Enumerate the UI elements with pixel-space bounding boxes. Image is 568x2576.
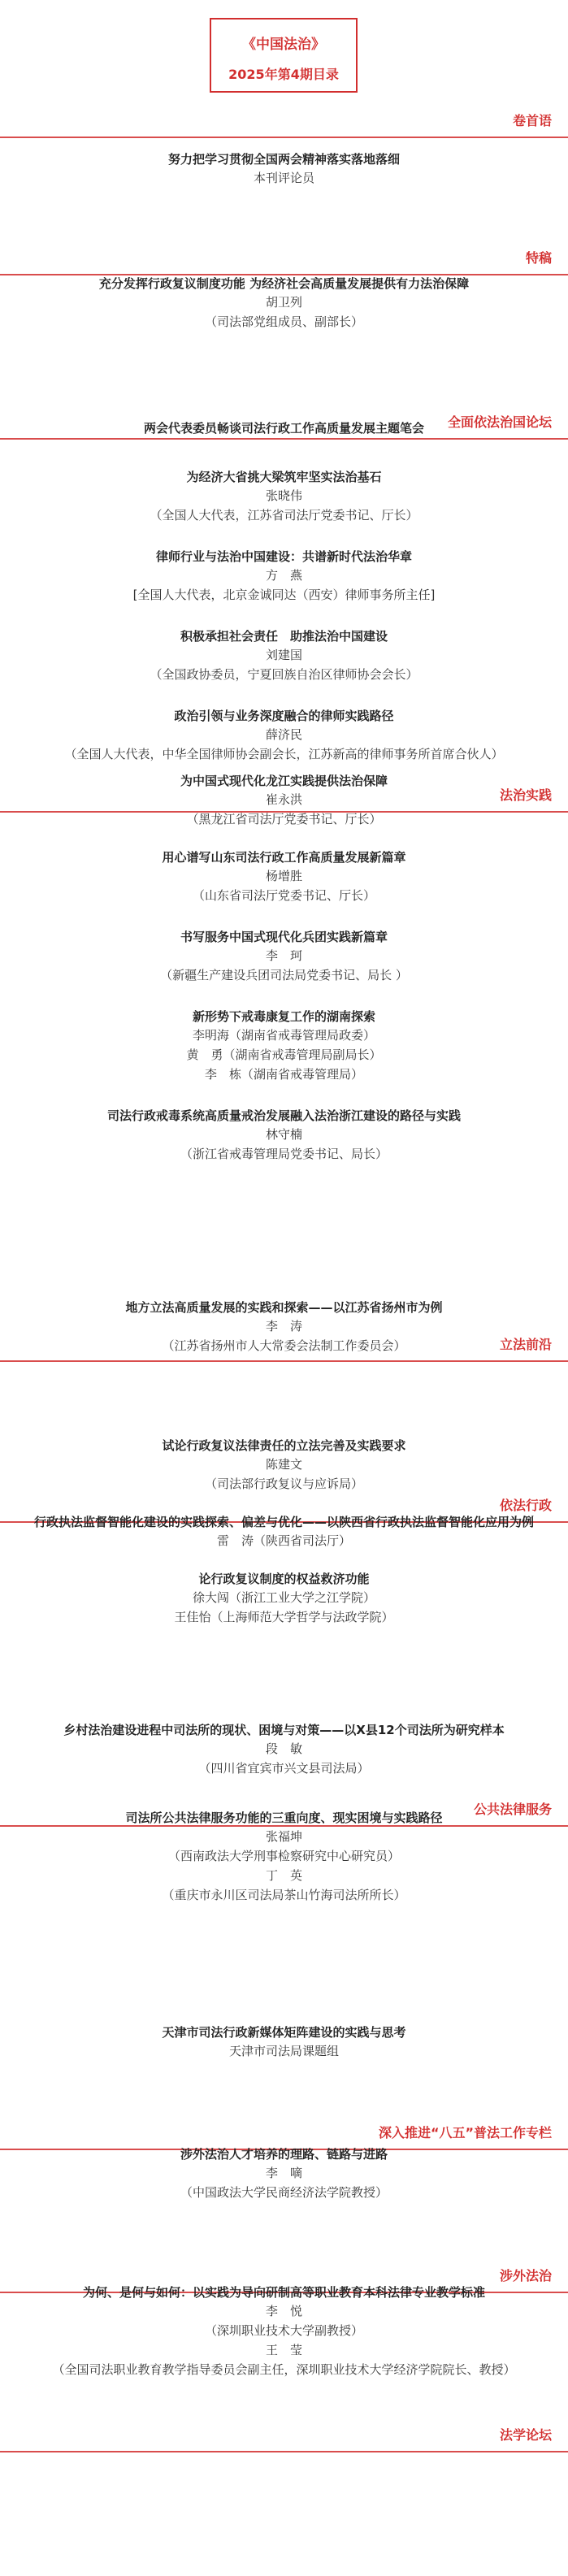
section-header: [0, 111, 568, 132]
toc-entry[interactable]: [0, 928, 568, 985]
issue-title: 2025年第4期目录: [228, 67, 339, 82]
section-title: 涉外法治: [499, 2268, 552, 2283]
section-title: 全面依法治国论坛: [447, 414, 552, 430]
section-divider: [0, 137, 568, 138]
article-byline: 李 嘀: [265, 2166, 302, 2180]
article-title[interactable]: 司法行政戒毒系统高质量戒治发展融入法治浙江建设的路径与实践: [106, 1108, 461, 1123]
article-byline: 张福坤: [265, 1829, 302, 1844]
article-byline: 李 珂: [265, 948, 302, 963]
article-byline: （黑龙江省司法厅党委书记、厅长）: [186, 812, 382, 826]
article-byline: （全国司法职业教育教学指导委员会副主任，深圳职业技术大学经济学院院长、教授）: [52, 2362, 516, 2377]
article-title[interactable]: 书写服务中国式现代化兵团实践新篇章: [180, 930, 388, 944]
article-title[interactable]: 努力把学习贯彻全国两会精神落实落地落细: [167, 152, 400, 167]
toc-entry[interactable]: [0, 150, 568, 188]
article-byline: （西南政法大学刑事检察研究中心研究员）: [167, 1849, 400, 1863]
toc-entry[interactable]: [0, 627, 568, 684]
toc-entry[interactable]: [0, 707, 568, 764]
article-byline: 李 悦: [265, 2304, 302, 2318]
article-title[interactable]: 论行政复议制度的权益救济功能: [198, 1572, 370, 1586]
journal-title: 《中国法治》: [242, 37, 325, 53]
article-byline: （中国政法大学民商经济法学院教授）: [180, 2185, 388, 2200]
toc-entry[interactable]: [0, 1437, 568, 1494]
article-title[interactable]: 试论行政复议法律责任的立法完善及实践要求: [162, 1438, 406, 1453]
article-byline: （司法部党组成员、副部长）: [204, 314, 363, 329]
section-divider: [0, 1360, 568, 1362]
article-byline: 刘建国: [265, 648, 302, 662]
section-header: [0, 2425, 568, 2446]
toc-entry[interactable]: [0, 1008, 568, 1084]
article-title[interactable]: 天津市司法行政新媒体矩阵建设的实践与思考: [162, 2025, 406, 2040]
article-byline: 黄 勇（湖南省戒毒管理局副局长）: [186, 1047, 382, 1062]
section-title: 法治实践: [499, 787, 552, 803]
article-title[interactable]: 涉外法治人才培养的理路、链路与进路: [180, 2147, 388, 2162]
article-byline: 薛济民: [265, 727, 302, 742]
article-title[interactable]: 司法所公共法律服务功能的三重向度、现实困境与实践路径: [125, 1811, 443, 1825]
article-byline: 李 涛: [265, 1319, 302, 1334]
article-byline: 杨增胜: [265, 869, 302, 883]
article-title[interactable]: 积极承担社会责任 助推法治中国建设: [180, 629, 388, 644]
toc-entry[interactable]: [0, 772, 568, 829]
article-byline: 方 燕: [265, 568, 302, 583]
article-byline: （全国人大代表，江苏省司法厅党委书记、厅长）: [150, 508, 418, 523]
article-byline: 徐大闯（浙江工业大学之江学院）: [192, 1590, 375, 1605]
article-byline: （四川省宜宾市兴文县司法局）: [198, 1761, 370, 1776]
section-title: 特稿: [525, 250, 552, 266]
toc-entry[interactable]: [0, 848, 568, 905]
toc-entry[interactable]: [0, 2023, 568, 2061]
article-title[interactable]: 地方立法高质量发展的实践和探索——以江苏省扬州市为例: [125, 1300, 443, 1315]
article-byline: 丁 英: [265, 1868, 302, 1883]
toc-entry[interactable]: [0, 1721, 568, 1778]
article-title[interactable]: 乡村法治建设进程中司法所的现状、困境与对策——以X县12个司法所为研究样本: [63, 1723, 505, 1737]
section-title: 依法行政: [499, 1498, 552, 1513]
article-title[interactable]: 政治引领与业务深度融合的律师实践路径: [174, 709, 394, 723]
toc-entry[interactable]: [0, 275, 568, 332]
toc-entry[interactable]: [0, 1809, 568, 1905]
article-byline: 王 莹: [265, 2343, 302, 2357]
toc-entry[interactable]: [0, 1513, 568, 1550]
section-header: [0, 2123, 568, 2144]
article-title[interactable]: 律师行业与法治中国建设：共谱新时代法治华章: [155, 549, 412, 564]
section-title: 深入推进“八五”普法工作专栏: [378, 2125, 552, 2140]
article-byline: 天津市司法局课题组: [228, 2044, 339, 2058]
article-byline: 王佳怡（上海师范大学哲学与法政学院）: [174, 1610, 394, 1624]
section-title: 法学论坛: [499, 2427, 552, 2443]
toc-entry[interactable]: [0, 2283, 568, 2379]
section-title: 立法前沿: [499, 1337, 552, 1352]
article-byline: 雷 涛（陕西省司法厅）: [216, 1533, 351, 1548]
article-byline: （深圳职业技术大学副教授）: [204, 2323, 363, 2338]
article-byline: （江苏省扬州市人大常委会法制工作委员会）: [162, 1338, 406, 1353]
toc-entry[interactable]: [0, 1570, 568, 1627]
section-header: [0, 248, 568, 269]
toc-entry[interactable]: [0, 468, 568, 525]
article-byline: （司法部行政复议与应诉局）: [204, 1477, 363, 1491]
section-divider: [0, 438, 568, 440]
section-divider: [0, 2451, 568, 2452]
article-byline: （全国政协委员，宁夏回族自治区律师协会会长）: [150, 667, 418, 682]
article-byline: （新疆生产建设兵团司法局党委书记、局长 ）: [160, 968, 408, 982]
article-title[interactable]: 充分发挥行政复议制度功能 为经济社会高质量发展提供有力法治保障: [98, 276, 470, 291]
article-title[interactable]: 行政执法监督智能化建设的实践探索、偏差与优化——以陕西省行政执法监督智能化应用为例: [33, 1515, 534, 1529]
article-title[interactable]: 新形势下戒毒康复工作的湖南探索: [192, 1009, 375, 1024]
section-title: 公共法律服务: [473, 1802, 552, 1817]
article-byline: （全国人大代表，中华全国律师协会副会长，江苏新高的律师事务所首席合伙人）: [64, 747, 504, 761]
section-title: 卷首语: [512, 113, 552, 128]
article-byline: 张晓伟: [265, 488, 302, 503]
article-byline: [全国人大代表，北京金诚同达（西安）律师事务所主任]: [132, 588, 436, 602]
toc-entry[interactable]: [0, 1107, 568, 1164]
journal-header-box: [210, 18, 358, 93]
article-byline: （山东省司法厅党委书记、厅长）: [192, 888, 375, 903]
article-byline: （浙江省戒毒管理局党委书记、局长）: [180, 1147, 388, 1161]
toc-entry[interactable]: [0, 1299, 568, 1355]
article-byline: 陈建文: [265, 1457, 302, 1472]
article-title[interactable]: 两会代表委员畅谈司法行政工作高质量发展主题笔会: [143, 421, 424, 436]
toc-entry[interactable]: [0, 2145, 568, 2202]
article-byline: 本刊评论员: [253, 171, 314, 185]
article-title[interactable]: 为何、是何与如何：以实践为导向研制高等职业教育本科法律专业教学标准: [82, 2285, 485, 2300]
article-byline: 段 敏: [265, 1741, 302, 1756]
article-byline: （重庆市永川区司法局茶山竹海司法所所长）: [162, 1888, 406, 1902]
toc-entry[interactable]: [0, 548, 568, 605]
article-byline: 崔永洪: [265, 792, 302, 807]
toc-entry[interactable]: [0, 419, 568, 437]
article-title[interactable]: 为中国式现代化龙江实践提供法治保障: [180, 774, 388, 788]
article-title[interactable]: 为经济大省挑大梁筑牢坚实法治基石: [186, 470, 382, 484]
article-byline: 林守楠: [265, 1127, 302, 1142]
article-title[interactable]: 用心谱写山东司法行政工作高质量发展新篇章: [162, 850, 406, 865]
article-byline: 李明海（湖南省戒毒管理局政委）: [192, 1028, 375, 1043]
article-byline: 胡卫列: [265, 295, 302, 310]
article-byline: 李 栋（湖南省戒毒管理局）: [204, 1067, 363, 1082]
